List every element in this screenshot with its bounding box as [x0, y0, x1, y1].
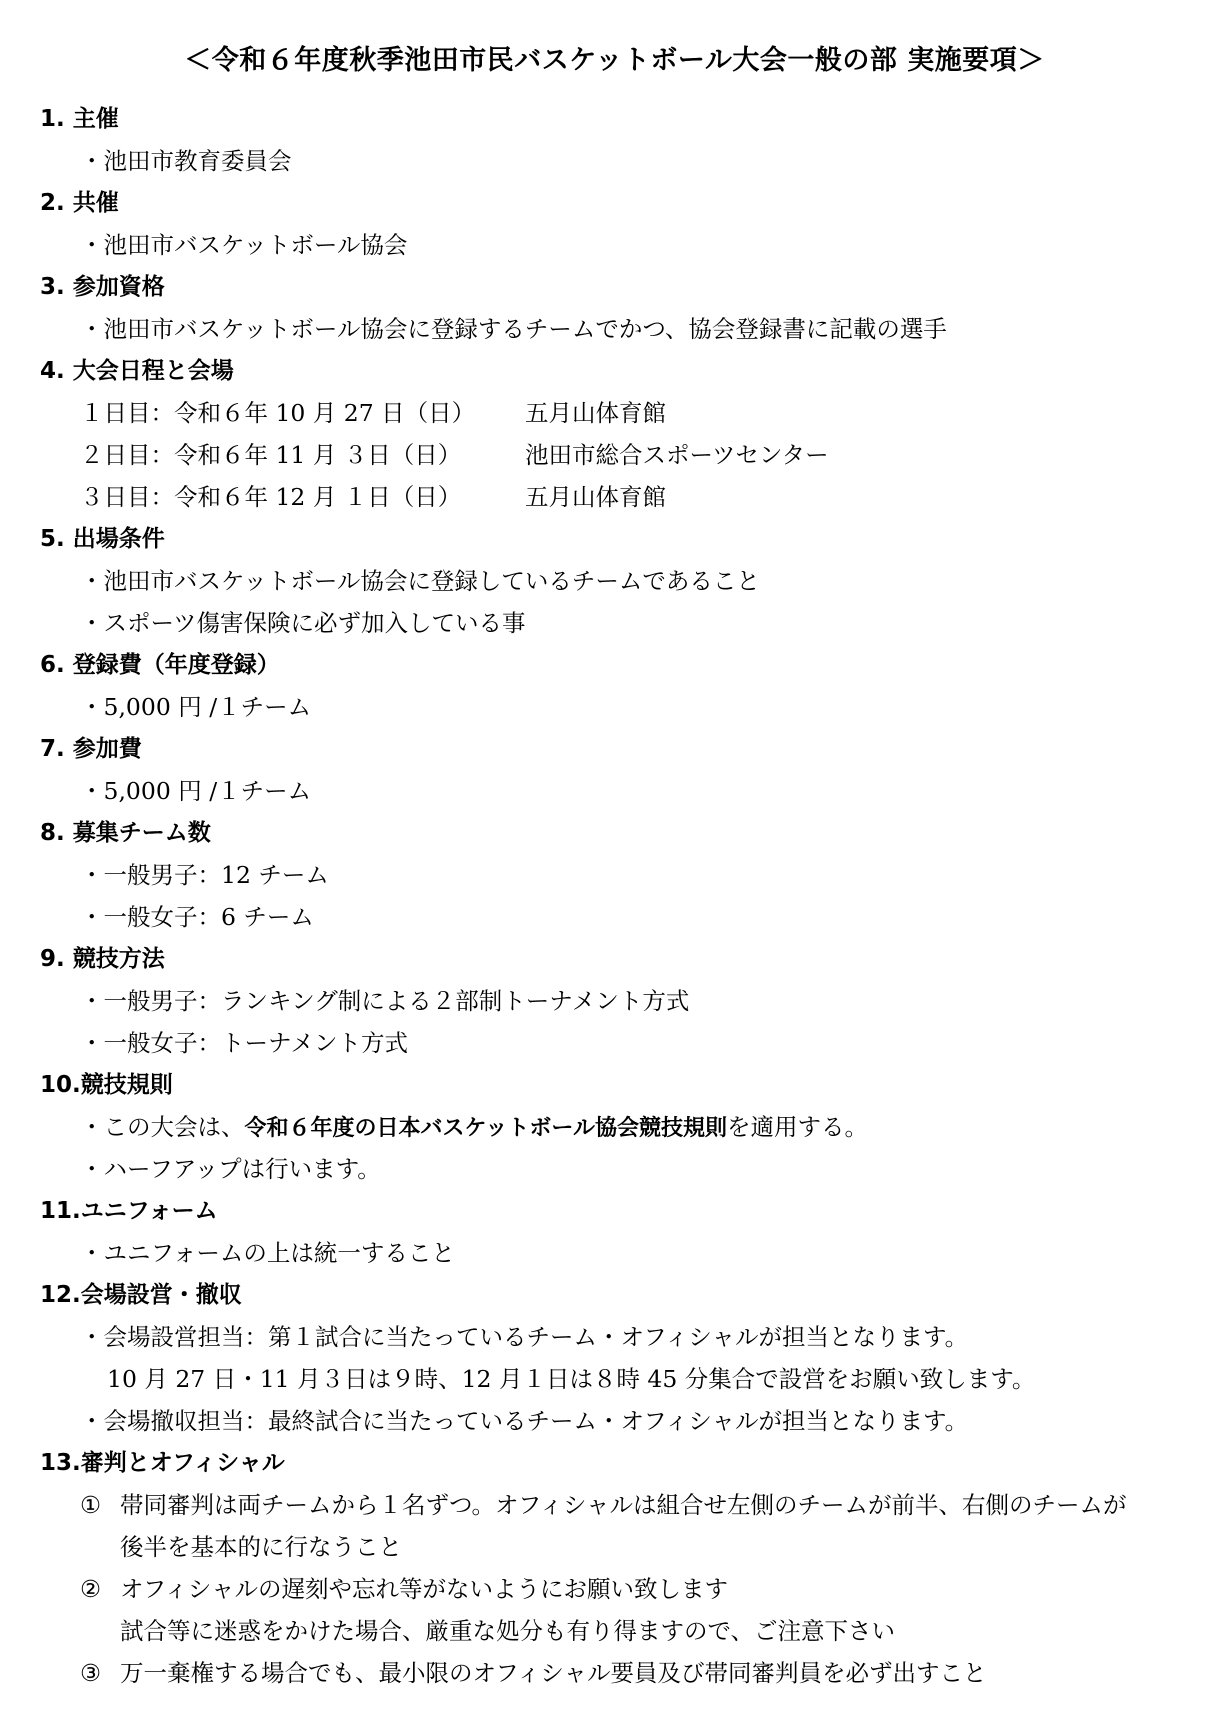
schedule-date: ２日目：令和６年 11 月 ３日（日） — [80, 441, 462, 469]
schedule-venue: 池田市総合スポーツセンター — [525, 441, 829, 469]
section-5-item: ・池田市バスケットボール協会に登録しているチームであること — [80, 567, 760, 595]
document-title: ＜令和６年度秋季池田市民バスケットボール大会一般の部 実施要項＞ — [184, 45, 1045, 76]
section-8-item: ・一般女子：6 チーム — [80, 903, 314, 931]
schedule-day-2 — [80, 440, 829, 470]
note-1 — [80, 1490, 1127, 1520]
note-3 — [80, 1658, 986, 1688]
schedule-day-3 — [80, 482, 666, 512]
teardown-duty: ・会場撤収担当：最終試合に当たっているチーム・オフィシャルが担当となります。 — [80, 1407, 969, 1435]
schedule-date: １日目：令和６年 10 月 27 日（日） — [80, 399, 476, 427]
section-8-heading: 8. 募集チーム数 — [40, 820, 211, 846]
section-9-heading: 9. 競技方法 — [40, 946, 165, 972]
note-2 — [80, 1574, 728, 1604]
setup-duty: ・会場設営担当：第１試合に当たっているチーム・オフィシャルが担当となります。 — [80, 1323, 969, 1351]
rule-prefix: ・この大会は、 — [80, 1113, 245, 1141]
section-9-item: ・一般男子：ランキング制による２部制トーナメント方式 — [80, 987, 690, 1015]
section-11-heading: 11.ユニフォーム — [40, 1198, 218, 1224]
section-3-item: ・池田市バスケットボール協会に登録するチームでかつ、協会登録書に記載の選手 — [80, 315, 947, 343]
section-3-heading: 3. 参加資格 — [40, 274, 165, 300]
section-10-heading: 10.競技規則 — [40, 1072, 173, 1098]
section-5-item: ・スポーツ傷害保険に必ず加入している事 — [80, 609, 526, 637]
note-text: 万一棄権する場合でも、最小限のオフィシャル要員及び帯同審判員を必ず出すこと — [120, 1659, 987, 1687]
section-11-item: ・ユニフォームの上は統一すること — [80, 1239, 455, 1267]
section-13-heading: 13.審判とオフィシャル — [40, 1450, 285, 1476]
note-1-continued: 後半を基本的に行なうこと — [120, 1533, 402, 1561]
note-number: ① — [80, 1491, 102, 1519]
note-2-continued: 試合等に迷惑をかけた場合、厳重な処分も有り得ますので、ご注意下さい — [120, 1617, 896, 1645]
section-8-item: ・一般男子：12 チーム — [80, 861, 329, 889]
note-text: オフィシャルの遅刻や忘れ等がないようにお願い致します — [120, 1575, 728, 1603]
section-7-heading: 7. 参加費 — [40, 736, 142, 762]
note-number: ③ — [80, 1659, 102, 1687]
note-number: ② — [80, 1575, 102, 1603]
section-10-rule — [80, 1112, 868, 1144]
section-9-item: ・一般女子：トーナメント方式 — [80, 1029, 409, 1057]
section-6-item: ・5,000 円 /１チーム — [80, 693, 312, 721]
section-5-heading: 5. 出場条件 — [40, 526, 165, 552]
section-1-item: ・池田市教育委員会 — [80, 147, 292, 175]
schedule-venue: 五月山体育館 — [525, 483, 666, 511]
section-2-heading: 2. 共催 — [40, 190, 119, 216]
section-1-heading: 1. 主催 — [40, 106, 119, 132]
rule-suffix: を適用する。 — [726, 1113, 868, 1141]
rule-name: 令和６年度の日本バスケットボール協会競技規則 — [244, 1116, 727, 1141]
section-10-item: ・ハーフアップは行います。 — [80, 1155, 381, 1183]
note-text: 帯同審判は両チームから１名ずつ。オフィシャルは組合せ左側のチームが前半、右側のチームが — [120, 1491, 1127, 1519]
section-4-heading: 4. 大会日程と会場 — [40, 358, 234, 384]
section-6-heading: 6. 登録費（年度登録） — [40, 652, 280, 678]
section-7-item: ・5,000 円 /１チーム — [80, 777, 312, 805]
setup-time: 10 月 27 日・11 月３日は９時、12 月１日は８時 45 分集合で設営をお願い致します。 — [107, 1365, 1036, 1393]
schedule-date: ３日目：令和６年 12 月 １日（日） — [80, 483, 462, 511]
section-12-heading: 12.会場設営・撤収 — [40, 1282, 242, 1308]
schedule-day-1 — [80, 398, 666, 428]
section-2-item: ・池田市バスケットボール協会 — [80, 231, 408, 259]
schedule-venue: 五月山体育館 — [525, 399, 666, 427]
